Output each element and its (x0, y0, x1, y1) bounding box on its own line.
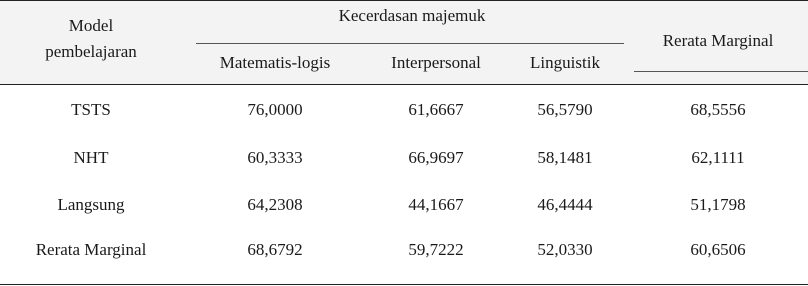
header-linguistik: Linguistik (530, 53, 600, 72)
row-label: TSTS (71, 100, 111, 119)
table-cell: 58,1481 (537, 148, 593, 167)
row-label: Langsung (57, 195, 125, 214)
table-cell: 56,5790 (537, 100, 593, 119)
table-cell: 52,0330 (537, 240, 593, 259)
table-cell: 59,7222 (408, 240, 464, 259)
table-cell: 62,1111 (691, 148, 745, 167)
header-model-line2: pembelajaran (45, 42, 137, 61)
table-cell: 76,0000 (247, 100, 303, 119)
table-cell: 68,5556 (690, 100, 746, 119)
table-cell: 51,1798 (690, 195, 746, 214)
header-interpersonal: Interpersonal (391, 53, 481, 72)
table-cell: 61,6667 (408, 100, 464, 119)
table-cell: 68,6792 (247, 240, 303, 259)
row-label: NHT (73, 148, 109, 167)
group-heading-rule (196, 43, 624, 44)
table-cell: 66,9697 (408, 148, 464, 167)
table-bottom-rule (0, 284, 808, 285)
table-cell: 44,1667 (408, 195, 464, 214)
table-cell: 64,2308 (247, 195, 303, 214)
header-model-line1: Model (68, 16, 114, 35)
header-matematis-logis: Matematis-logis (219, 53, 331, 72)
table-cell: 60,3333 (247, 148, 303, 167)
marginal-heading-rule (634, 71, 808, 72)
row-label: Rerata Marginal (35, 240, 147, 259)
header-bottom-rule (0, 84, 808, 85)
table-cell: 46,4444 (537, 195, 593, 214)
header-group: Kecerdasan majemuk (338, 6, 486, 25)
table-cell: 60,6506 (690, 240, 746, 259)
table-top-rule (0, 0, 808, 1)
header-rerata-marginal: Rerata Marginal (662, 31, 774, 50)
